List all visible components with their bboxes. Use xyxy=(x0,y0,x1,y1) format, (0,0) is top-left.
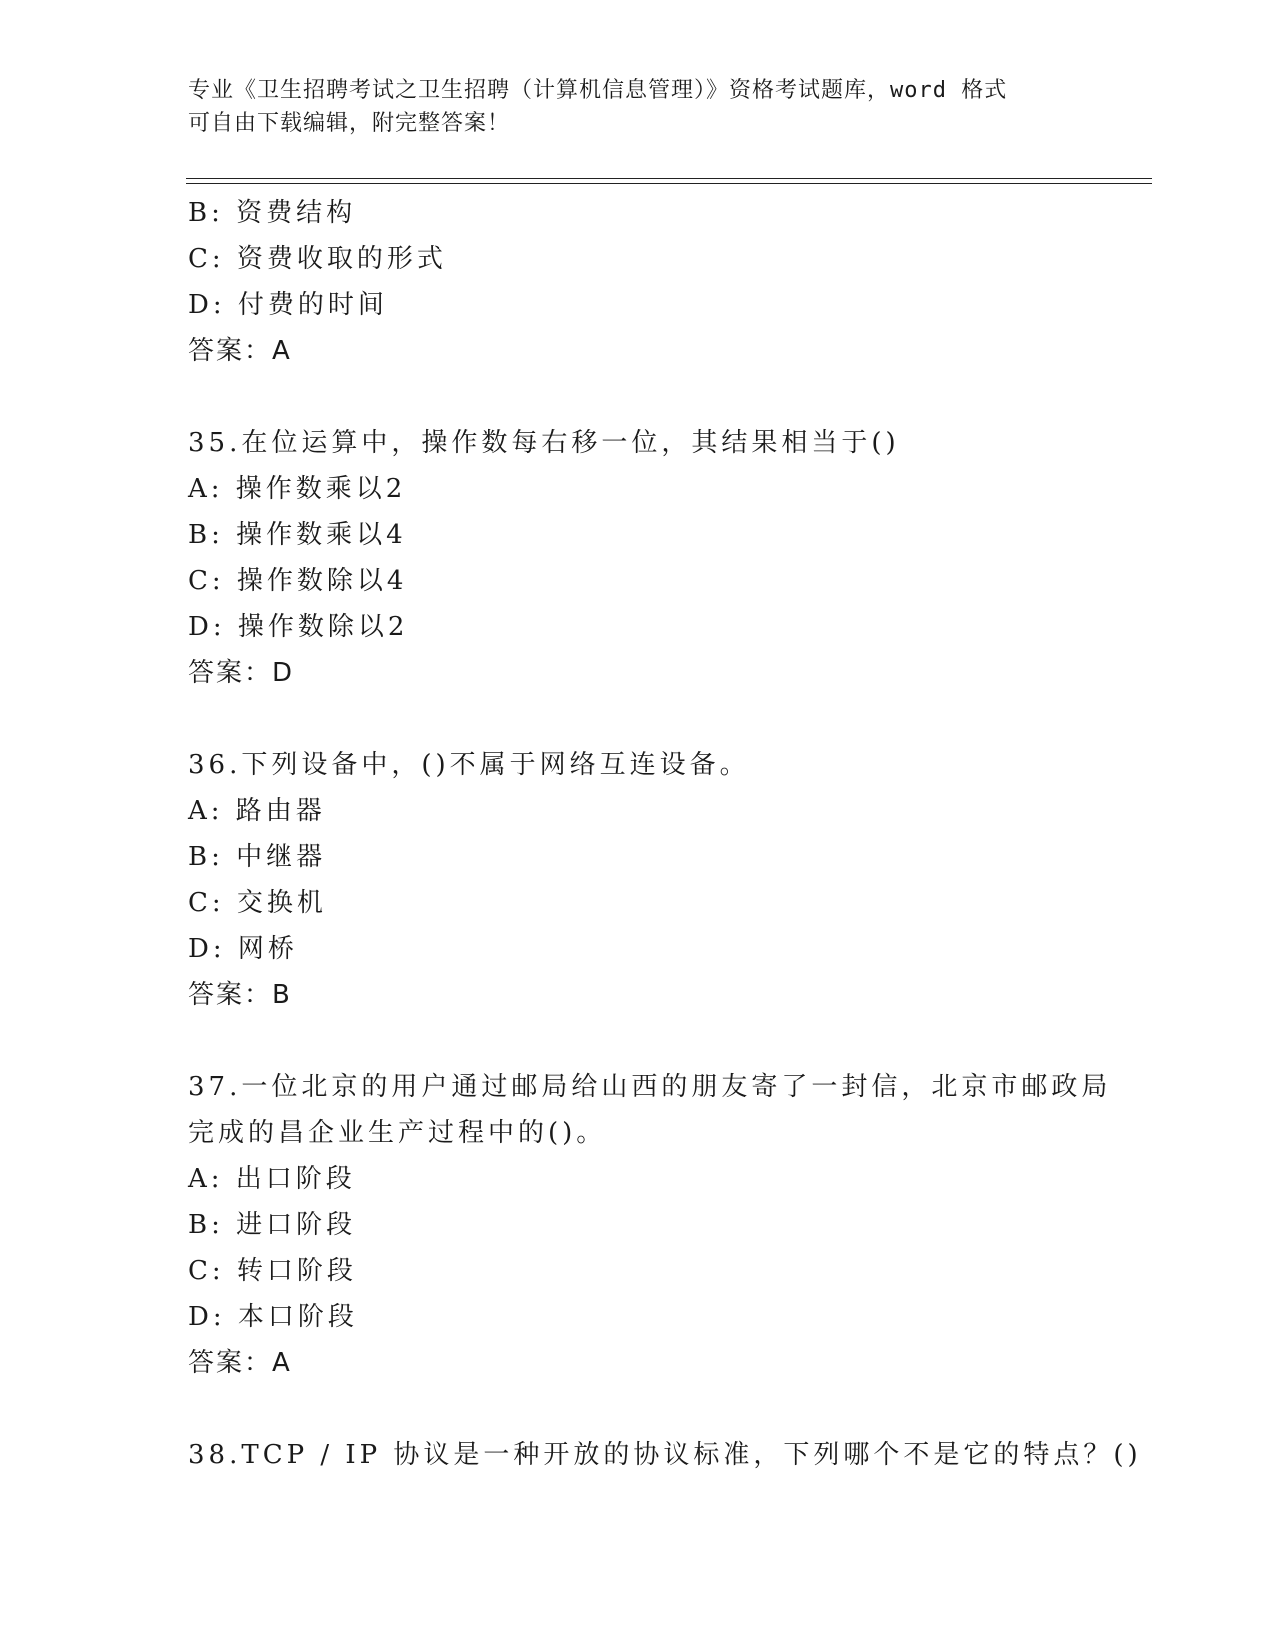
header-divider-top xyxy=(186,178,1152,179)
question-list xyxy=(188,190,1148,1478)
answer: 答案：B xyxy=(188,980,292,1010)
spacer xyxy=(188,1018,1148,1064)
header-line-2: 可自由下载编辑，附完整答案！ xyxy=(188,111,511,136)
option-d: D: 网桥 xyxy=(188,934,298,964)
answer: 答案：A xyxy=(188,336,292,366)
option-a: A: 出口阶段 xyxy=(188,1164,356,1194)
question-text: 38.TCP / IP 协议是一种开放的协议标准，下列哪个不是它的特点？() xyxy=(188,1440,1142,1470)
option-a: A: 操作数乘以2 xyxy=(188,474,407,504)
option-b: B: 资费结构 xyxy=(188,198,357,228)
question-37 xyxy=(188,1064,1148,1386)
document-header xyxy=(188,74,1088,140)
spacer xyxy=(188,1386,1148,1432)
option-b: B: 进口阶段 xyxy=(188,1210,357,1240)
header-divider-bottom xyxy=(186,183,1152,184)
question-35 xyxy=(188,420,1148,696)
question-38 xyxy=(188,1432,1148,1478)
option-a: A: 路由器 xyxy=(188,796,326,826)
option-b: B: 中继器 xyxy=(188,842,327,872)
option-c: C: 资费收取的形式 xyxy=(188,244,447,274)
option-c: C: 转口阶段 xyxy=(188,1256,357,1286)
answer: 答案：D xyxy=(188,658,295,688)
question-text: 36.下列设备中，()不属于网络互连设备。 xyxy=(188,750,750,780)
option-c: C: 操作数除以4 xyxy=(188,566,408,596)
option-d: D: 操作数除以2 xyxy=(188,612,409,642)
question-text: 35.在位运算中，操作数每右移一位，其结果相当于() xyxy=(188,428,900,458)
option-d: D: 付费的时间 xyxy=(188,290,388,320)
header-line-1: 专业《卫生招聘考试之卫生招聘（计算机信息管理）》资格考试题库，word 格式 xyxy=(188,78,1008,103)
question-34 xyxy=(188,190,1148,374)
option-d: D: 本口阶段 xyxy=(188,1302,358,1332)
answer: 答案：A xyxy=(188,1348,292,1378)
question-text-line-2: 完成的昌企业生产过程中的()。 xyxy=(188,1118,607,1148)
option-b: B: 操作数乘以4 xyxy=(188,520,407,550)
spacer xyxy=(188,374,1148,420)
spacer xyxy=(188,696,1148,742)
option-c: C: 交换机 xyxy=(188,888,327,918)
question-text-line-1: 37.一位北京的用户通过邮局给山西的朋友寄了一封信，北京市邮政局 xyxy=(188,1072,1112,1102)
question-36 xyxy=(188,742,1148,1018)
